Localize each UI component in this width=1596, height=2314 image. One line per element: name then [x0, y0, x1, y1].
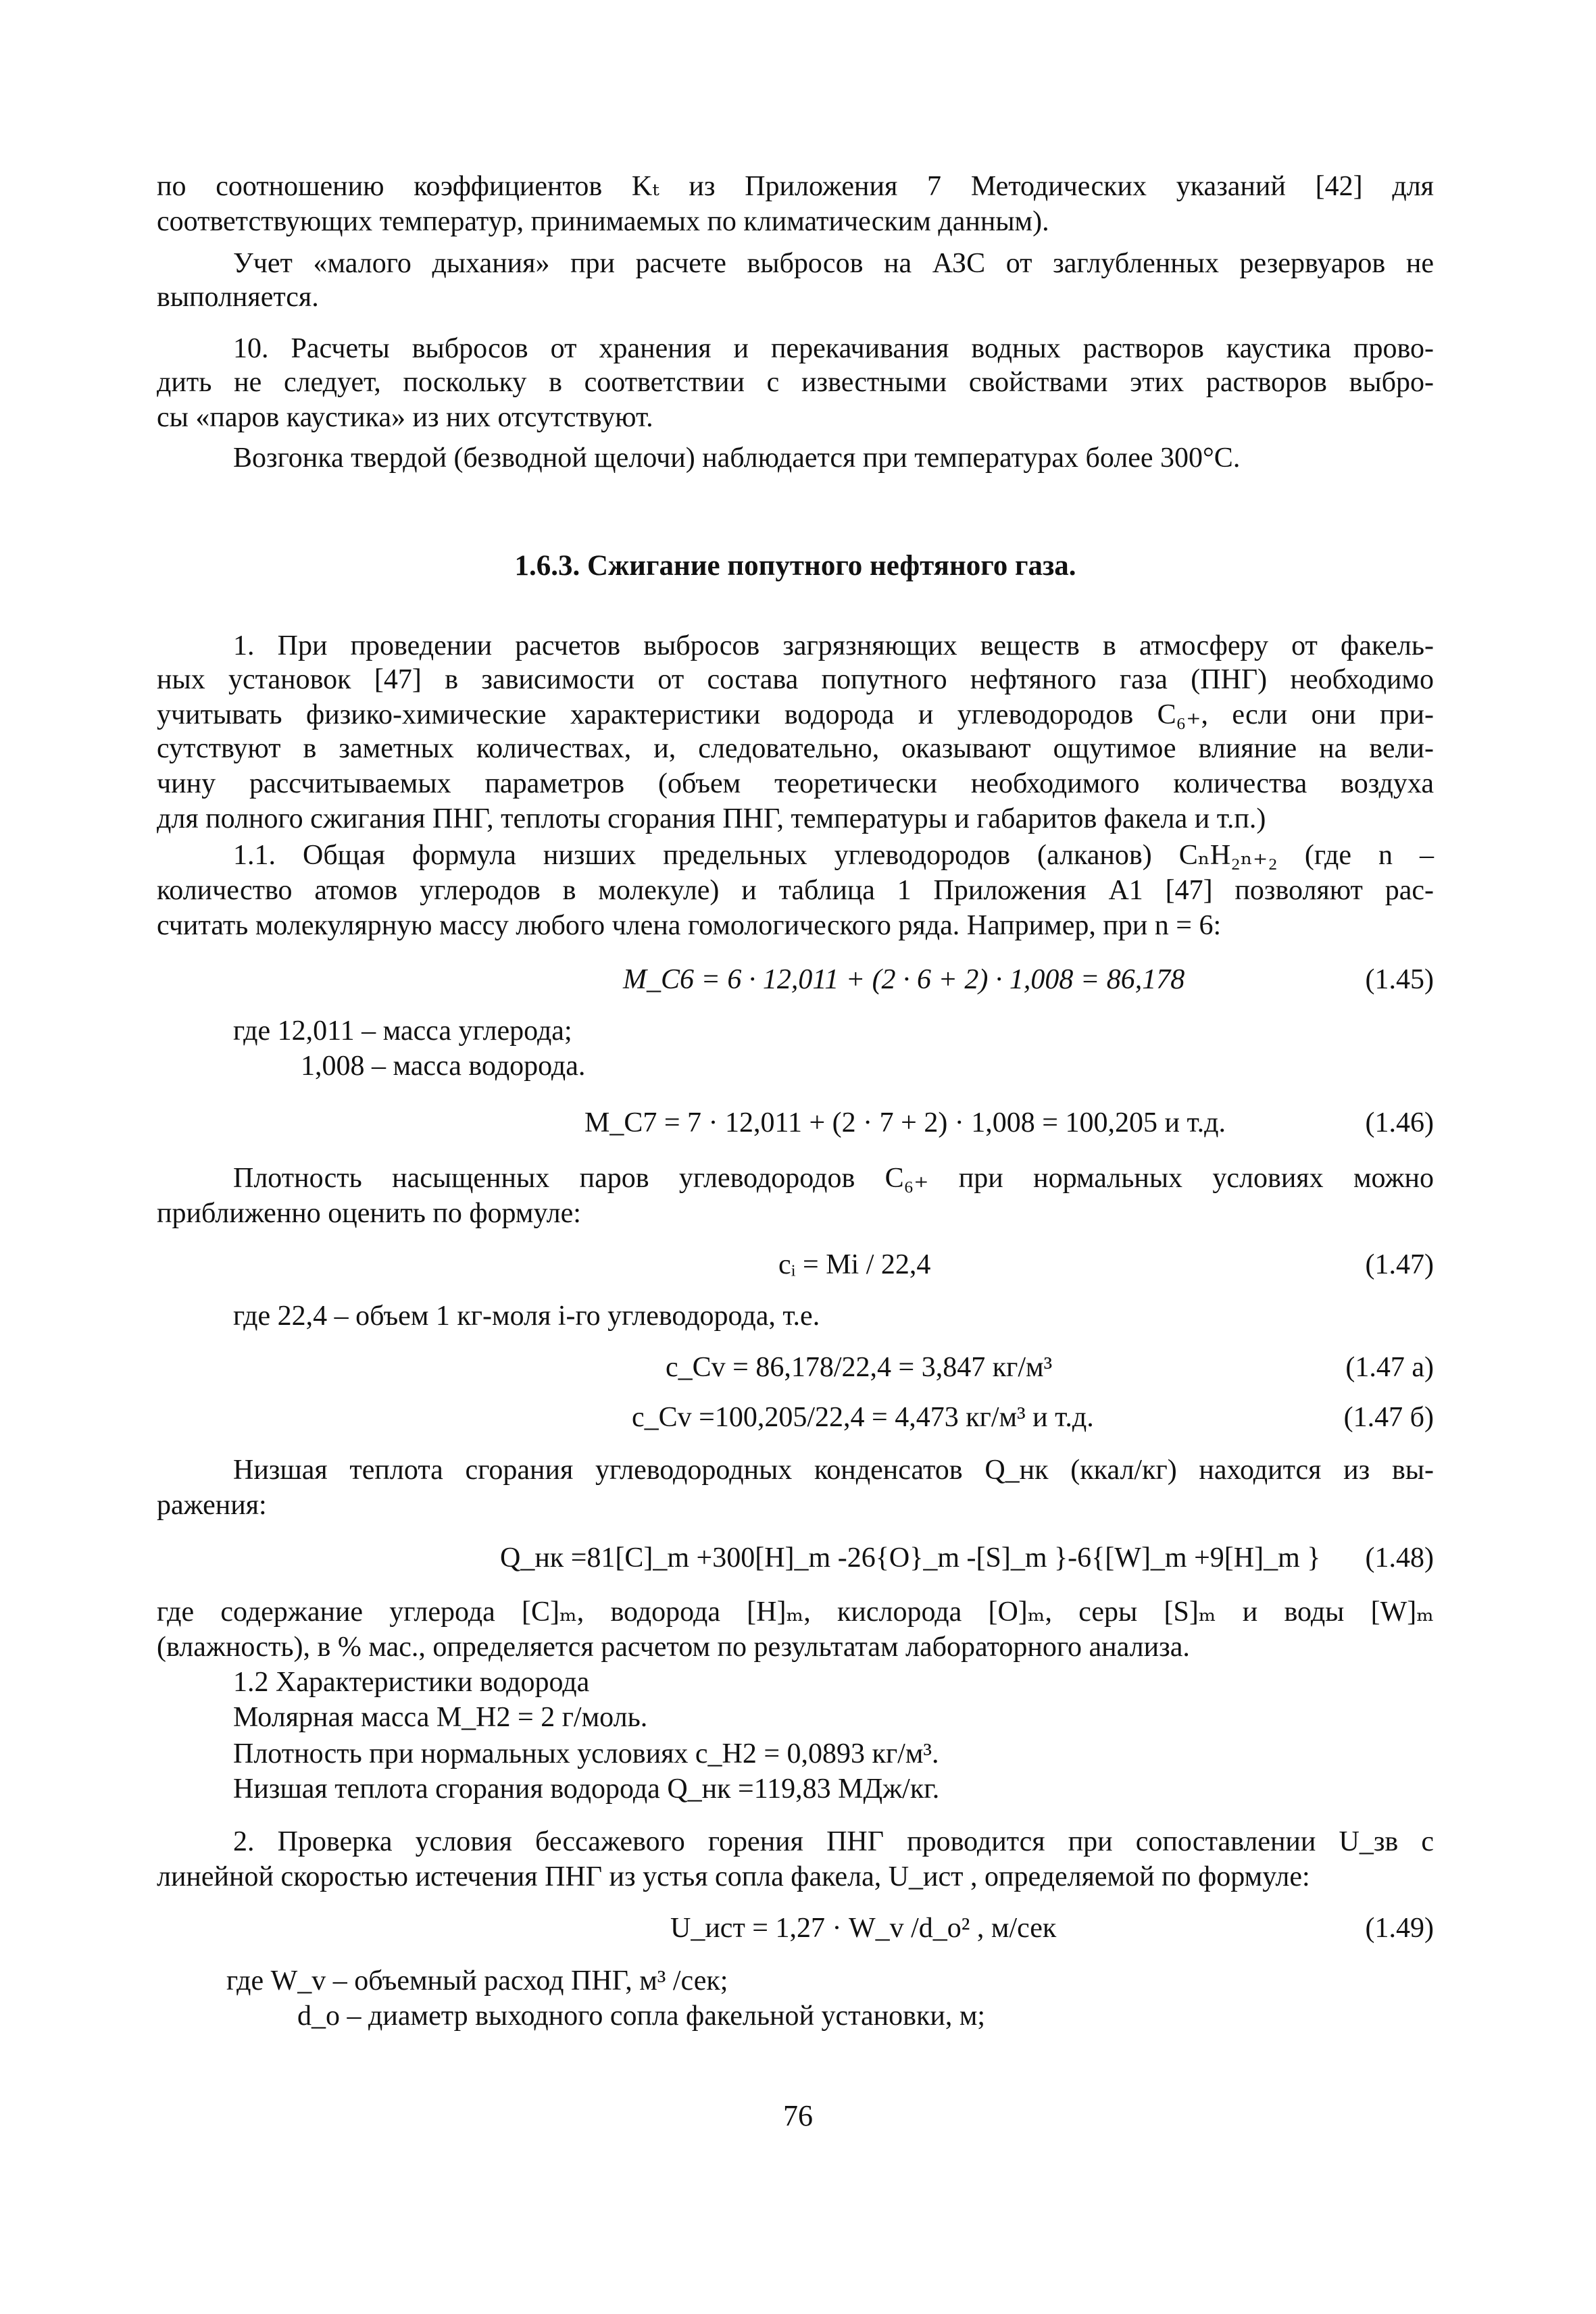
- text-line: линейной скоростью истечения ПНГ из устья сопла факела, U_ист , определяемой по формуле:: [157, 1861, 1310, 1892]
- text-line: где содержание углерода [C]ₘ, водорода [H]ₘ, кислорода [O]ₘ, серы [S]ₘ и воды [W]ₘ: [157, 1596, 1434, 1628]
- section-heading: 1.6.3. Сжигание попутного нефтяного газа.: [514, 550, 1076, 582]
- equation-number: (1.49): [1365, 1913, 1434, 1944]
- text-line: Молярная масса M_H2 = 2 г/моль.: [233, 1702, 648, 1733]
- text-line: Плотность при нормальных условиях c_H2 = 0,0893 кг/м³.: [233, 1738, 939, 1769]
- text-line: Плотность насыщенных паров углеводородов С₆₊ при нормальных условиях можно: [233, 1163, 1434, 1194]
- text-line: где 22,4 – объем 1 кг-моля i-го углеводорода, т.е.: [233, 1301, 820, 1332]
- equation-1-48: Q_нк =81[C]_m +300[H]_m -26{O}_m -[S]_m }-6{[W]_m +9[H]_m }: [500, 1542, 1321, 1574]
- text-line: ных установок [47] в зависимости от состава попутного нефтяного газа (ПНГ) необходимо: [157, 664, 1434, 695]
- text-line: 1.2 Характеристики водорода: [233, 1667, 590, 1698]
- equation-1-49: U_ист = 1,27 · W_v /d_o² , м/сек: [670, 1913, 1057, 1944]
- text-line: 10. Расчеты выбросов от хранения и перекачивания водных растворов каустика прово-: [233, 333, 1434, 364]
- text-line: где W_v – объемный расход ПНГ, м³ /сек;: [226, 1965, 728, 1996]
- text-line: Низшая теплота сгорания водорода Q_нк =119,83 МДж/кг.: [233, 1774, 940, 1805]
- text-line: для полного сжигания ПНГ, теплоты сгорания ПНГ, температуры и габаритов факела и т.п.): [157, 803, 1266, 834]
- text-line: дить не следует, поскольку в соответствии с известными свойствами этих растворов выбро-: [157, 367, 1434, 398]
- equation-number: (1.45): [1365, 964, 1434, 995]
- equation-1-45: M_C6 = 6 · 12,011 + (2 · 6 + 2) · 1,008 = 86,178: [623, 964, 1185, 995]
- text-line: соответствующих температур, принимаемых по климатическим данным).: [157, 206, 1049, 237]
- text-line: (влажность), в % мас., определяется расчетом по результатам лабораторного анализа.: [157, 1632, 1190, 1663]
- equation-number: (1.46): [1365, 1107, 1434, 1138]
- text-line: где 12,011 – масса углерода;: [233, 1015, 572, 1047]
- text-line: Низшая теплота сгорания углеводородных конденсатов Q_нк (ккал/кг) находится из вы-: [233, 1455, 1434, 1486]
- text-line: учитывать физико-химические характеристики водорода и углеводородов С₆₊, если они при-: [157, 699, 1434, 730]
- page-number: 76: [783, 2099, 813, 2132]
- equation-1-47a: c_Cv = 86,178/22,4 = 3,847 кг/м³: [666, 1352, 1053, 1383]
- text-line: d_o – диаметр выходного сопла факельной установки, м;: [297, 2001, 986, 2032]
- text-line: Возгонка твердой (безводной щелочи) наблюдается при температурах более 300°С.: [233, 443, 1241, 474]
- text-line: Учет «малого дыхания» при расчете выбросов на АЗС от заглубленных резервуаров не: [233, 248, 1434, 279]
- text-line: количество атомов углеродов в молекуле) и таблица 1 Приложения А1 [47] позволяют рас-: [157, 875, 1434, 906]
- text-line: выполняется.: [157, 282, 319, 313]
- text-line: чину рассчитываемых параметров (объем теоретически необходимого количества воздуха: [157, 768, 1434, 799]
- equation-number: (1.47 а): [1345, 1352, 1434, 1383]
- equation-number: (1.47 б): [1343, 1402, 1434, 1433]
- equation-number: (1.47): [1365, 1249, 1434, 1280]
- text-line: 2. Проверка условия бессажевого горения ПНГ проводится при сопоставлении U_зв с: [233, 1826, 1434, 1857]
- text-line: приближенно оценить по формуле:: [157, 1198, 581, 1229]
- text-line: сы «паров каустика» из них отсутствуют.: [157, 402, 653, 433]
- text-line: 1. При проведении расчетов выбросов загрязняющих веществ в атмосферу от факель-: [233, 630, 1434, 661]
- equation-1-47b: c_Cv =100,205/22,4 = 4,473 кг/м³ и т.д.: [632, 1402, 1094, 1433]
- text-line: по соотношению коэффициентов Kₜ из Приложения 7 Методических указаний [42] для: [157, 171, 1434, 202]
- text-line: 1.1. Общая формула низших предельных углеводородов (алканов) CₙH₂ₙ₊₂ (где n –: [233, 840, 1434, 871]
- text-line: ражения:: [157, 1490, 267, 1521]
- equation-number: (1.48): [1365, 1542, 1434, 1574]
- text-line: считать молекулярную массу любого члена гомологического ряда. Например, при n = 6:: [157, 910, 1222, 941]
- text-line: 1,008 – масса водорода.: [301, 1051, 586, 1082]
- equation-1-47: cᵢ = Mi / 22,4: [778, 1249, 931, 1280]
- text-line: сутствуют в заметных количествах, и, следовательно, оказывают ощутимое влияние на вели-: [157, 733, 1434, 764]
- equation-1-46: M_C7 = 7 · 12,011 + (2 · 7 + 2) · 1,008 = 100,205 и т.д.: [584, 1107, 1226, 1138]
